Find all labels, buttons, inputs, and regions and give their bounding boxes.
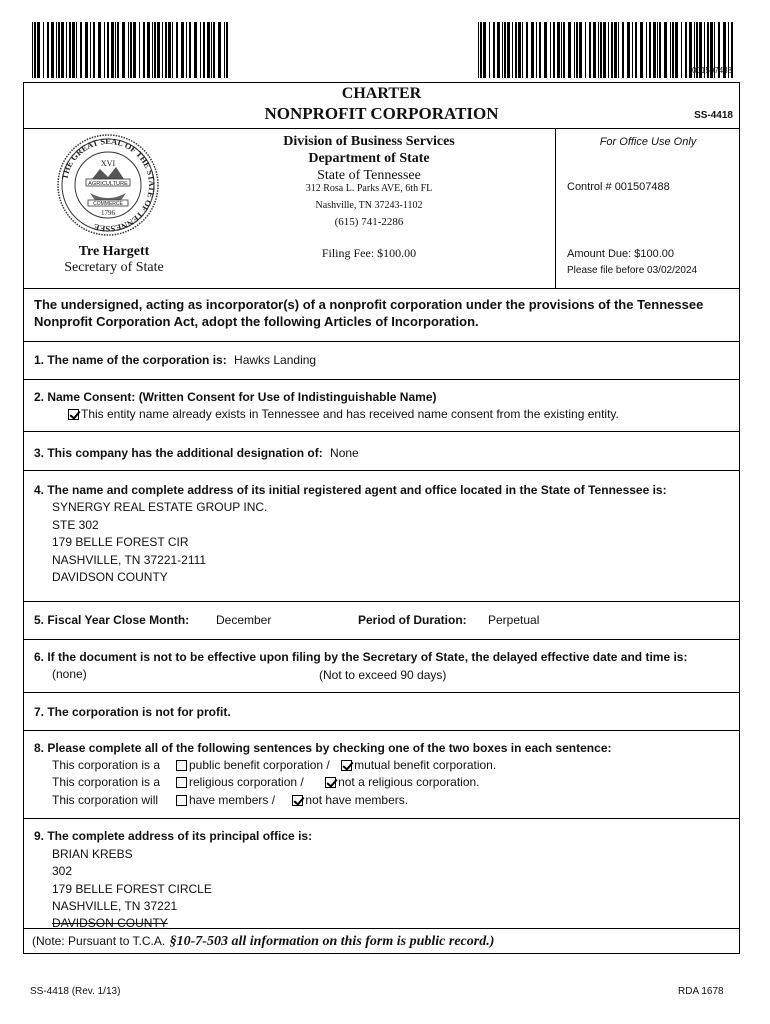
agency-division: Division of Business Services [283,134,455,149]
barcode-bar [69,22,71,78]
barcode-bar [681,22,682,78]
barcode-bar [649,22,651,78]
filing-fee: Filing Fee: $100.00 [321,246,417,260]
not-have-members-checkbox[interactable] [292,795,303,806]
barcode-bar [147,22,150,78]
agency-phone: (615) 741-2286 [334,216,404,228]
barcode-bar [117,22,119,78]
barcode-bar [512,22,513,78]
barcode-bar [111,22,114,78]
barcode-bar [507,22,510,78]
s8-row-2-opt2: not have members. [305,793,409,807]
barcode-bar [608,22,609,78]
s1-label: 1. The name of the corporation is: [34,353,227,367]
barcode-bar [154,22,156,78]
barcode-bar [557,22,560,78]
s7-label: 7. The corporation is not for profit. [34,705,231,719]
barcode-bar [32,22,33,78]
s4-line-3: NASHVILLE, TN 37221-2111 [52,553,207,567]
barcode-bar [143,22,145,78]
barcode-bar [502,22,503,78]
barcode-bar [90,22,91,78]
s5-fiscal-label: 5. Fiscal Year Close Month: [34,613,190,627]
barcode-bar [536,22,537,78]
s1-value: Hawks Landing [234,353,317,367]
barcode-bar [670,22,671,78]
barcode-left [32,22,232,78]
barcode-bar [189,22,191,78]
barcode-bar [589,22,591,78]
barcode-bar [51,22,54,78]
s6-note: (Not to exceed 90 days) [319,668,447,682]
barcode-bar [518,22,521,78]
s2-label: 2. Name Consent: (Written Consent for Use of Indistinguishable Name) [34,390,437,404]
barcode-bar [579,22,582,78]
barcode-bar [56,22,57,78]
barcode-bar [675,22,678,78]
barcode-bar [211,22,212,78]
form-title-line2: NONPROFIT CORPORATION [264,104,499,123]
note-emph: §10-7-503 all information on this form is public record.) [169,934,495,949]
section-3 [34,446,359,460]
s8-row-2-opt1: have members / [189,793,276,807]
s6-label: 6. If the document is not to be effective upon filing by the Secretary of State, the delayed effective date and time is: [34,650,688,664]
section-1 [34,353,316,367]
barcode-bar [157,22,160,78]
s6-value: (none) [52,667,87,681]
barcode-bar [600,22,602,78]
barcode-bar [478,22,479,78]
have-members-checkbox[interactable] [176,795,187,806]
barcode-bar [98,22,101,78]
barcode-bar [66,22,67,78]
barcode-bar [37,22,40,78]
svg-text:XVI: XVI [100,159,116,168]
svg-text:COMMERCE: COMMERCE [93,201,123,207]
barcode-bar [130,22,132,78]
s4-label: 4. The name and complete address of its initial registered agent and office located in the State of Tennessee is: [34,483,667,497]
s5-fiscal-value: December [216,613,272,627]
barcode-bar [598,22,599,78]
barcode-bar [176,22,178,78]
agency-state: State of Tennessee [317,168,421,183]
barcode-bar [504,22,506,78]
barcode-bar [480,22,482,78]
barcode-bar [659,22,661,78]
barcode-bar [47,22,49,78]
barcode-bar [207,22,210,78]
barcode-bar [526,22,528,78]
barcode-bar [640,22,643,78]
barcode-bar [133,22,136,78]
s9-line-0: BRIAN KREBS [52,847,133,861]
barcode-bar [685,22,687,78]
barcode-bar [43,22,44,78]
barcode-bar [181,22,184,78]
barcode-bar [115,22,116,78]
office-use-label: For Office Use Only [599,136,697,148]
s9-line-2: 179 BELLE FOREST CIRCLE [52,882,212,896]
barcode-bar [563,22,565,78]
religious-checkbox[interactable] [176,777,187,788]
footer-form-revision: SS-4418 (Rev. 1/13) [30,986,121,997]
s8-row-0-opt1: public benefit corporation / [189,758,330,772]
footer-rda-number: RDA 1678 [678,986,724,997]
s8-row-1-opt1: religious corporation / [189,775,304,789]
barcode-bar [186,22,187,78]
barcode-bar [627,22,630,78]
barcode-bar [653,22,656,78]
barcode-bar [139,22,140,78]
barcode-bar [585,22,586,78]
svg-text:AGRICULTURE: AGRICULTURE [88,181,128,187]
barcode-number: 001507488 [692,66,733,75]
barcode-bar [213,22,215,78]
barcode-bar [622,22,624,78]
not-religious-checkbox[interactable] [325,777,336,788]
s8-row-1-opt2: not a religious corporation. [338,775,480,789]
barcode-bar [611,22,613,78]
barcode-bar [664,22,667,78]
barcode-bar [128,22,129,78]
official-title: Secretary of State [64,260,164,275]
barcode-bar [58,22,60,78]
barcode-bar [34,22,36,78]
s8-label: 8. Please complete all of the following sentences by checking one of the two boxes in each sentence: [34,741,612,755]
barcode-bar [539,22,541,78]
barcode-bar [162,22,163,78]
official-name: Tre Hargett [78,244,150,259]
barcode-bar [200,22,201,78]
barcode-bar [574,22,575,78]
barcode-bar [553,22,555,78]
barcode-bar [122,22,125,78]
barcode-bar [657,22,658,78]
barcode-bar [614,22,617,78]
amount-due: Amount Due: $100.00 [567,248,675,260]
barcode-bar [593,22,596,78]
barcode-bar [85,22,88,78]
s4-line-4: DAVIDSON COUNTY [52,570,168,584]
barcode-bar [93,22,95,78]
barcode-bar [561,22,562,78]
form-code: SS-4418 [694,110,733,121]
intro-text: The undersigned, acting as incorporator(s) of a nonprofit corporation under the provisions of the Tennessee Nonprofit Corporation Act, adopt the following Articles of Incorporation. [34,297,704,329]
barcode-bar [218,22,221,78]
barcode-bar [72,22,75,78]
s8-row-2-prefix: This corporation will [52,793,159,807]
barcode-bar [224,22,225,78]
svg-text:1796: 1796 [101,209,115,217]
form-title-line1: CHARTER [341,85,422,102]
s9-label: 9. The complete address of its principal office is: [34,829,313,843]
barcode-bar [194,22,197,78]
s3-label: 3. This company has the additional designation of: [34,446,323,460]
barcode-bar [80,22,82,78]
s4-line-2: 179 BELLE FOREST CIR [52,535,189,549]
barcode-bar [568,22,571,78]
agency-department: Department of State [308,151,430,166]
s5-duration-value: Perpetual [488,613,540,627]
s2-option [68,407,619,421]
barcode-bar [489,22,490,78]
s9-line-3: NASHVILLE, TN 37221 [52,899,178,913]
barcode-bar [107,22,109,78]
public-record-note [32,932,494,950]
barcode-bar [618,22,619,78]
barcode-bar [61,22,64,78]
s5-duration-label: Period of Duration: [358,613,467,627]
mutual-benefit-checkbox[interactable] [341,760,352,771]
barcode-bar [497,22,500,78]
s8-row-1 [52,775,480,789]
barcode-bar [152,22,153,78]
barcode-bar [515,22,517,78]
barcode-bar [672,22,674,78]
s8-row-0-opt2: mutual benefit corporation. [354,758,497,772]
s8-row-2 [52,793,408,807]
barcode-bar [493,22,495,78]
barcode-bar [203,22,205,78]
barcode-bar [226,22,228,78]
barcode-bar [483,22,486,78]
s2-option-text: This entity name already exists in Tennessee and has received name consent from the existing entity. [81,407,619,421]
s4-line-1: STE 302 [52,518,99,532]
tennessee-seal-icon [56,133,160,237]
s8-row-1-prefix: This corporation is a [52,775,161,789]
barcode-bar [603,22,606,78]
barcode-bar [635,22,637,78]
barcode-bar [522,22,523,78]
s4-line-0: SYNERGY REAL ESTATE GROUP INC. [52,500,268,514]
agency-address2: Nashville, TN 37243-1102 [315,200,423,211]
name-consent-checkbox[interactable] [68,409,79,420]
note-prefix: (Note: Pursuant to T.C.A. [32,934,166,948]
barcode-bar [104,22,105,78]
barcode-bar [172,22,173,78]
barcode-bar [544,22,547,78]
control-number: Control # 001507488 [567,181,670,193]
barcode-bar [632,22,633,78]
s8-row-0 [52,758,496,772]
file-before-date: Please file before 03/02/2024 [567,265,698,276]
s8-row-0-prefix: This corporation is a [52,758,161,772]
barcode-bar [76,22,77,78]
s9-line-1: 302 [52,864,73,878]
agency-address1: 312 Rosa L. Parks AVE, 6th FL [305,183,433,194]
barcode-bar [646,22,647,78]
barcode-bar [168,22,171,78]
svg-text:THE GREAT SEAL OF THE STATE OF: THE GREAT SEAL OF THE STATE OF TENNESSEE [59,135,158,235]
s9-line-4: DAVIDSON COUNTY [52,916,168,930]
barcode-bar [531,22,534,78]
s3-value: None [330,446,359,460]
public-benefit-checkbox[interactable] [176,760,187,771]
barcode-bar [165,22,167,78]
barcode-bar [576,22,578,78]
barcode-bar [550,22,551,78]
